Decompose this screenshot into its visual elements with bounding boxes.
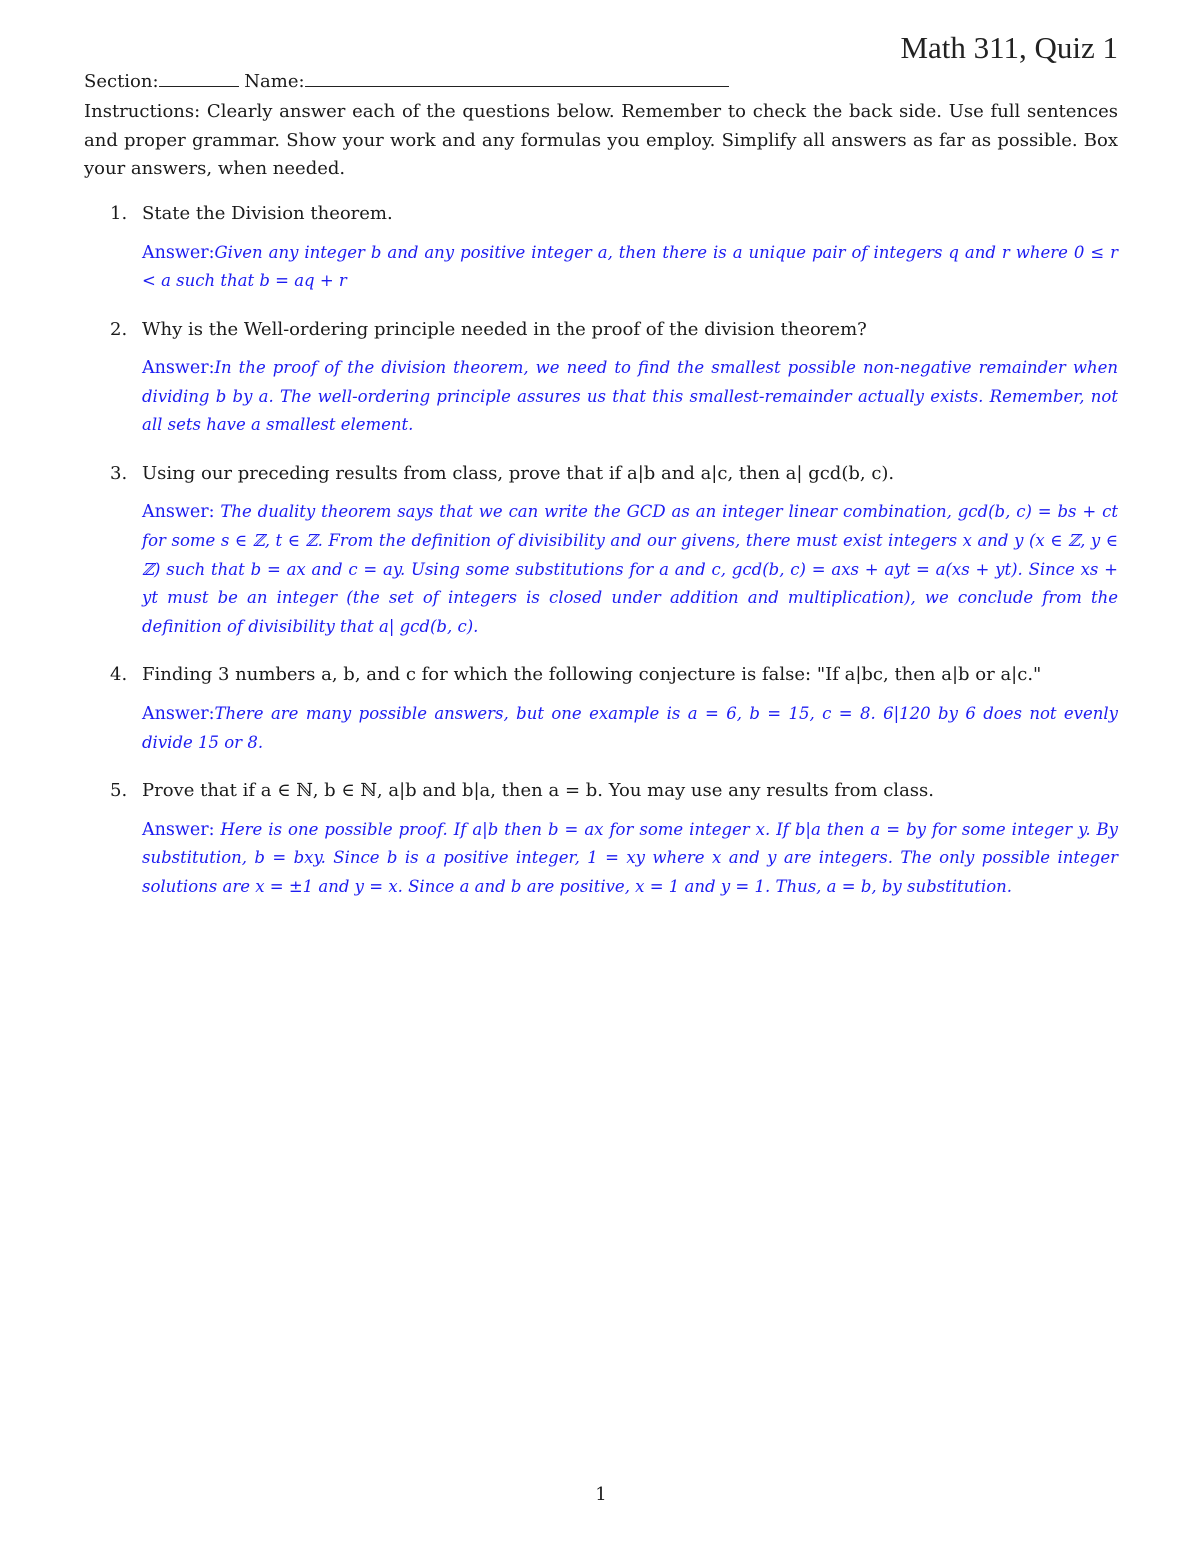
answer-text: Here is one possible proof. If a|b then b = ax for some integer x. If b|a then a = by for some integer y. By substitution, b = bxy. Since b is a positive integer, 1 = xy where x and y are integers. The only possible integer solutions are x = ±1 and y = x. Since a and b are positive, x = 1 and y = 1. Thus, a = b, by substitution.: [142, 819, 1119, 896]
question-text: Why is the Well-ordering principle needed in the proof of the division theorem?: [142, 318, 867, 340]
question-number: 2.: [110, 318, 128, 340]
answer-text: Given any integer b and any positive integer a, then there is a unique pair of integers q and r where 0 ≤ r < a such that b = aq + r: [142, 242, 1118, 291]
question-number: 4.: [110, 664, 128, 686]
question-2: [84, 316, 1118, 440]
question-text: Using our preceding results from class, prove that if a|b and a|c, then a| gcd(b, c).: [142, 462, 895, 484]
question-text: Prove that if a ∈ ℕ, b ∈ ℕ, a|b and b|a, then a = b. You may use any results from class.: [142, 780, 934, 802]
answer-block: [142, 239, 1118, 296]
question-number: 3.: [110, 462, 128, 484]
answer-block: [142, 700, 1118, 757]
quiz-title: Math 311, Quiz 1: [900, 30, 1118, 65]
answer-text: There are many possible answers, but one example is a = 6, b = 15, c = 8. 6|120 by 6 does not evenly divide 15 or 8.: [142, 703, 1118, 752]
answer-block: [142, 816, 1118, 902]
question-text: State the Division theorem.: [142, 203, 393, 224]
section-label: Section:: [84, 71, 159, 92]
answer-label: Answer:: [142, 502, 215, 523]
answer-label: Answer:: [142, 819, 215, 840]
page-number: 1: [595, 1484, 607, 1505]
section-blank[interactable]: [159, 70, 239, 87]
answer-block: [142, 498, 1118, 641]
student-info-line: [84, 70, 729, 92]
answer-block: [142, 354, 1118, 440]
answer-label: Answer:: [142, 703, 215, 724]
question-1: [84, 200, 1118, 296]
answer-label: Answer:: [142, 242, 215, 263]
instructions: Instructions: Clearly answer each of the questions below. Remember to check the back side. Use full sentences and proper grammar. Show your work and any formulas you employ. Simplify all answers as far as possible. Box your answers, when needed.: [84, 101, 1118, 179]
question-5: [84, 777, 1118, 901]
answer-text: The duality theorem says that we can write the GCD as an integer linear combination, gcd(b, c) = bs + ct for some s ∈ ℤ, t ∈ ℤ. From the definition of divisibility and our givens, there must exist integers x and y (x ∈ ℤ, y ∈ ℤ) such that b = ax and c = ay. Using some substitutions for a and c, gcd(b, c) = axs + ayt = a(xs + yt). Since xs + yt must be an integer (the set of integers is closed under addition and multiplication), we conclude from the definition of divisibility that a| gcd(b, c).: [142, 502, 1118, 636]
question-text: Finding 3 numbers a, b, and c for which the following conjecture is false: "If a|bc, then a|b or a|c.": [142, 664, 1042, 686]
answer-label: Answer:: [142, 358, 215, 379]
question-number: 5.: [110, 780, 128, 802]
question-4: [84, 661, 1118, 757]
answer-text: In the proof of the division theorem, we need to find the smallest possible non-negative remainder when dividing b by a. The well-ordering principle assures us that this smallest-remainder actually exists. Remember, not all sets have a smallest element.: [142, 358, 1118, 435]
question-list: [84, 200, 1118, 901]
name-label: Name:: [244, 71, 305, 92]
question-number: 1.: [110, 203, 128, 224]
name-blank[interactable]: [305, 70, 729, 87]
question-3: [84, 460, 1118, 641]
